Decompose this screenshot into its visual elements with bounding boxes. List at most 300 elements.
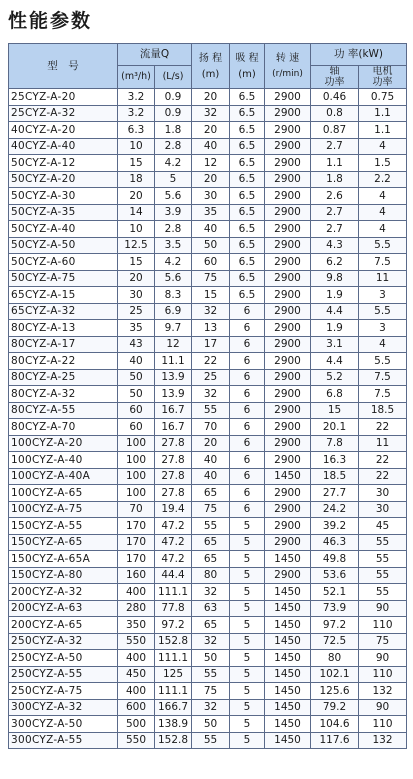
head-cell: 55	[192, 666, 230, 683]
flow-ls-cell: 152.8	[155, 633, 192, 650]
table-row	[9, 683, 407, 700]
speed-cell: 1450	[265, 683, 311, 700]
table-row	[9, 353, 407, 370]
flow-ls-cell: 4.2	[155, 254, 192, 271]
shaft-power-cell: 6.8	[311, 386, 359, 403]
flow-ls-cell: 47.2	[155, 534, 192, 551]
motor-power-cell: 5.5	[359, 353, 407, 370]
head-cell: 65	[192, 534, 230, 551]
model-cell: 25CYZ-A-20	[9, 89, 118, 106]
table-row	[9, 617, 407, 634]
motor-power-cell: 132	[359, 732, 407, 749]
flow-m3h-cell: 100	[118, 468, 155, 485]
motor-power-cell: 90	[359, 699, 407, 716]
table-row	[9, 666, 407, 683]
motor-power-cell: 7.5	[359, 254, 407, 271]
table-row	[9, 237, 407, 254]
shaft-power-cell: 73.9	[311, 600, 359, 617]
shaft-power-cell: 53.6	[311, 567, 359, 584]
table-row	[9, 534, 407, 551]
flow-m3h-cell: 10	[118, 221, 155, 238]
suction-cell: 6.5	[230, 89, 265, 106]
speed-cell: 1450	[265, 716, 311, 733]
flow-m3h-cell: 60	[118, 419, 155, 436]
performance-table	[8, 43, 407, 749]
header-head-label: 扬 程	[198, 52, 223, 64]
flow-ls-cell: 152.8	[155, 732, 192, 749]
shaft-power-cell: 4.3	[311, 237, 359, 254]
suction-cell: 5	[230, 534, 265, 551]
speed-cell: 2900	[265, 138, 311, 155]
head-cell: 65	[192, 485, 230, 502]
model-cell: 100CYZ-A-20	[9, 435, 118, 452]
speed-cell: 1450	[265, 633, 311, 650]
model-cell: 50CYZ-A-12	[9, 155, 118, 172]
head-cell: 65	[192, 551, 230, 568]
flow-m3h-cell: 3.2	[118, 105, 155, 122]
table-row	[9, 89, 407, 106]
model-cell: 100CYZ-A-75	[9, 501, 118, 518]
flow-m3h-cell: 18	[118, 171, 155, 188]
model-cell: 65CYZ-A-15	[9, 287, 118, 304]
table-row	[9, 171, 407, 188]
flow-m3h-cell: 400	[118, 584, 155, 601]
suction-cell: 6.5	[230, 287, 265, 304]
motor-power-cell: 55	[359, 551, 407, 568]
suction-cell: 6.5	[230, 270, 265, 287]
speed-cell: 1450	[265, 699, 311, 716]
flow-m3h-cell: 6.3	[118, 122, 155, 139]
shaft-power-cell: 102.1	[311, 666, 359, 683]
flow-ls-cell: 13.9	[155, 369, 192, 386]
flow-ls-cell: 19.4	[155, 501, 192, 518]
model-cell: 150CYZ-A-55	[9, 518, 118, 535]
motor-power-cell: 11	[359, 435, 407, 452]
model-cell: 50CYZ-A-50	[9, 237, 118, 254]
head-cell: 55	[192, 402, 230, 419]
motor-power-cell: 110	[359, 617, 407, 634]
header-suction	[230, 44, 265, 89]
flow-m3h-cell: 43	[118, 336, 155, 353]
flow-m3h-cell: 170	[118, 518, 155, 535]
table-row	[9, 452, 407, 469]
head-cell: 25	[192, 369, 230, 386]
flow-m3h-cell: 50	[118, 369, 155, 386]
head-cell: 20	[192, 171, 230, 188]
shaft-power-cell: 7.8	[311, 435, 359, 452]
suction-cell: 6	[230, 336, 265, 353]
flow-ls-cell: 0.9	[155, 105, 192, 122]
flow-m3h-cell: 20	[118, 270, 155, 287]
model-cell: 80CYZ-A-25	[9, 369, 118, 386]
table-row	[9, 254, 407, 271]
model-cell: 50CYZ-A-35	[9, 204, 118, 221]
table-row	[9, 221, 407, 238]
motor-power-cell: 55	[359, 567, 407, 584]
head-cell: 35	[192, 204, 230, 221]
flow-ls-cell: 9.7	[155, 320, 192, 337]
shaft-power-cell: 3.1	[311, 336, 359, 353]
head-cell: 22	[192, 353, 230, 370]
model-cell: 40CYZ-A-20	[9, 122, 118, 139]
speed-cell: 2900	[265, 402, 311, 419]
flow-m3h-cell: 20	[118, 188, 155, 205]
head-cell: 55	[192, 518, 230, 535]
speed-cell: 1450	[265, 584, 311, 601]
model-cell: 200CYZ-A-32	[9, 584, 118, 601]
speed-cell: 2900	[265, 485, 311, 502]
model-cell: 80CYZ-A-55	[9, 402, 118, 419]
motor-power-cell: 110	[359, 716, 407, 733]
suction-cell: 5	[230, 699, 265, 716]
table-row	[9, 369, 407, 386]
flow-m3h-cell: 50	[118, 386, 155, 403]
suction-cell: 5	[230, 716, 265, 733]
model-cell: 50CYZ-A-20	[9, 171, 118, 188]
table-row	[9, 633, 407, 650]
flow-m3h-cell: 170	[118, 551, 155, 568]
flow-ls-cell: 27.8	[155, 468, 192, 485]
motor-power-cell: 22	[359, 419, 407, 436]
head-cell: 65	[192, 617, 230, 634]
table-row	[9, 485, 407, 502]
table-row	[9, 320, 407, 337]
flow-ls-cell: 97.2	[155, 617, 192, 634]
head-cell: 20	[192, 89, 230, 106]
motor-power-cell: 3	[359, 287, 407, 304]
header-flow-ls: (L/s)	[155, 66, 192, 89]
model-cell: 150CYZ-A-65	[9, 534, 118, 551]
model-cell: 200CYZ-A-63	[9, 600, 118, 617]
speed-cell: 2900	[265, 534, 311, 551]
table-row	[9, 188, 407, 205]
head-cell: 55	[192, 732, 230, 749]
speed-cell: 2900	[265, 353, 311, 370]
flow-ls-cell: 5.6	[155, 270, 192, 287]
speed-cell: 2900	[265, 386, 311, 403]
motor-power-cell: 0.75	[359, 89, 407, 106]
motor-power-cell: 4	[359, 138, 407, 155]
shaft-power-cell: 79.2	[311, 699, 359, 716]
flow-m3h-cell: 100	[118, 485, 155, 502]
shaft-power-cell: 117.6	[311, 732, 359, 749]
suction-cell: 6.5	[230, 155, 265, 172]
model-cell: 50CYZ-A-40	[9, 221, 118, 238]
flow-ls-cell: 3.5	[155, 237, 192, 254]
head-cell: 75	[192, 270, 230, 287]
motor-power-cell: 3	[359, 320, 407, 337]
model-cell: 50CYZ-A-75	[9, 270, 118, 287]
shaft-power-cell: 46.3	[311, 534, 359, 551]
motor-power-cell: 1.1	[359, 122, 407, 139]
shaft-power-cell: 0.8	[311, 105, 359, 122]
table-row	[9, 699, 407, 716]
speed-cell: 2900	[265, 105, 311, 122]
motor-power-cell: 4	[359, 336, 407, 353]
model-cell: 150CYZ-A-65A	[9, 551, 118, 568]
motor-power-cell: 30	[359, 501, 407, 518]
table-row	[9, 419, 407, 436]
flow-ls-cell: 111.1	[155, 650, 192, 667]
speed-cell: 2900	[265, 122, 311, 139]
model-cell: 150CYZ-A-80	[9, 567, 118, 584]
shaft-power-cell: 1.8	[311, 171, 359, 188]
shaft-power-cell: 16.3	[311, 452, 359, 469]
flow-ls-cell: 11.1	[155, 353, 192, 370]
head-cell: 32	[192, 386, 230, 403]
flow-m3h-cell: 40	[118, 353, 155, 370]
speed-cell: 1450	[265, 617, 311, 634]
suction-cell: 6	[230, 501, 265, 518]
motor-power-cell: 45	[359, 518, 407, 535]
head-cell: 50	[192, 650, 230, 667]
suction-cell: 5	[230, 617, 265, 634]
flow-m3h-cell: 15	[118, 254, 155, 271]
model-cell: 80CYZ-A-32	[9, 386, 118, 403]
model-cell: 100CYZ-A-65	[9, 485, 118, 502]
shaft-power-cell: 2.7	[311, 138, 359, 155]
table-row	[9, 468, 407, 485]
head-cell: 15	[192, 287, 230, 304]
table-row	[9, 138, 407, 155]
header-model: 型 号	[9, 44, 118, 89]
model-cell: 80CYZ-A-17	[9, 336, 118, 353]
header-motor-power-line2: 功率	[372, 77, 393, 88]
head-cell: 75	[192, 501, 230, 518]
speed-cell: 2900	[265, 204, 311, 221]
speed-cell: 1450	[265, 468, 311, 485]
table-row	[9, 402, 407, 419]
speed-cell: 2900	[265, 270, 311, 287]
model-cell: 250CYZ-A-55	[9, 666, 118, 683]
suction-cell: 6.5	[230, 138, 265, 155]
model-cell: 65CYZ-A-32	[9, 303, 118, 320]
table-row	[9, 155, 407, 172]
flow-m3h-cell: 60	[118, 402, 155, 419]
flow-ls-cell: 125	[155, 666, 192, 683]
header-speed-label: 转 速	[275, 52, 300, 64]
header-flow-m3h: (m³/h)	[118, 66, 155, 89]
model-cell: 300CYZ-A-55	[9, 732, 118, 749]
suction-cell: 6.5	[230, 204, 265, 221]
shaft-power-cell: 5.2	[311, 369, 359, 386]
flow-m3h-cell: 170	[118, 534, 155, 551]
header-head	[192, 44, 230, 89]
table-row	[9, 584, 407, 601]
model-cell: 25CYZ-A-32	[9, 105, 118, 122]
suction-cell: 5	[230, 683, 265, 700]
flow-ls-cell: 4.2	[155, 155, 192, 172]
speed-cell: 2900	[265, 369, 311, 386]
motor-power-cell: 75	[359, 633, 407, 650]
table-row	[9, 716, 407, 733]
flow-m3h-cell: 350	[118, 617, 155, 634]
table-body	[9, 89, 407, 749]
model-cell: 80CYZ-A-22	[9, 353, 118, 370]
flow-m3h-cell: 30	[118, 287, 155, 304]
suction-cell: 5	[230, 666, 265, 683]
shaft-power-cell: 1.1	[311, 155, 359, 172]
flow-ls-cell: 47.2	[155, 551, 192, 568]
suction-cell: 6	[230, 353, 265, 370]
suction-cell: 6	[230, 435, 265, 452]
flow-m3h-cell: 10	[118, 138, 155, 155]
model-cell: 50CYZ-A-30	[9, 188, 118, 205]
header-flow: 流量Q	[118, 44, 192, 66]
head-cell: 32	[192, 699, 230, 716]
shaft-power-cell: 80	[311, 650, 359, 667]
speed-cell: 1450	[265, 650, 311, 667]
speed-cell: 2900	[265, 419, 311, 436]
suction-cell: 6	[230, 303, 265, 320]
head-cell: 32	[192, 584, 230, 601]
suction-cell: 6.5	[230, 171, 265, 188]
suction-cell: 6	[230, 386, 265, 403]
flow-m3h-cell: 550	[118, 633, 155, 650]
flow-ls-cell: 6.9	[155, 303, 192, 320]
page-title: 性能参数	[8, 10, 93, 32]
speed-cell: 2900	[265, 237, 311, 254]
flow-m3h-cell: 550	[118, 732, 155, 749]
speed-cell: 2900	[265, 171, 311, 188]
suction-cell: 5	[230, 518, 265, 535]
head-cell: 75	[192, 683, 230, 700]
header-shaft-power	[311, 66, 359, 89]
head-cell: 40	[192, 452, 230, 469]
speed-cell: 1450	[265, 666, 311, 683]
table-row	[9, 336, 407, 353]
suction-cell: 6.5	[230, 105, 265, 122]
speed-cell: 2900	[265, 303, 311, 320]
model-cell: 40CYZ-A-40	[9, 138, 118, 155]
shaft-power-cell: 1.9	[311, 287, 359, 304]
flow-ls-cell: 47.2	[155, 518, 192, 535]
speed-cell: 2900	[265, 221, 311, 238]
shaft-power-cell: 39.2	[311, 518, 359, 535]
flow-m3h-cell: 280	[118, 600, 155, 617]
header-shaft-power-line2: 功率	[324, 77, 345, 88]
model-cell: 200CYZ-A-65	[9, 617, 118, 634]
flow-m3h-cell: 25	[118, 303, 155, 320]
suction-cell: 6	[230, 485, 265, 502]
head-cell: 13	[192, 320, 230, 337]
flow-ls-cell: 2.8	[155, 221, 192, 238]
shaft-power-cell: 20.1	[311, 419, 359, 436]
table-row	[9, 105, 407, 122]
speed-cell: 2900	[265, 287, 311, 304]
table-row	[9, 551, 407, 568]
flow-m3h-cell: 15	[118, 155, 155, 172]
flow-ls-cell: 166.7	[155, 699, 192, 716]
motor-power-cell: 5.5	[359, 237, 407, 254]
table-row	[9, 567, 407, 584]
head-cell: 40	[192, 138, 230, 155]
shaft-power-cell: 72.5	[311, 633, 359, 650]
model-cell: 250CYZ-A-32	[9, 633, 118, 650]
suction-cell: 6.5	[230, 254, 265, 271]
header-suction-unit: (m)	[238, 68, 256, 80]
suction-cell: 6	[230, 468, 265, 485]
speed-cell: 2900	[265, 254, 311, 271]
flow-ls-cell: 12	[155, 336, 192, 353]
header-speed	[265, 44, 311, 89]
model-cell: 300CYZ-A-32	[9, 699, 118, 716]
head-cell: 17	[192, 336, 230, 353]
header-head-unit: (m)	[201, 68, 220, 80]
motor-power-cell: 2.2	[359, 171, 407, 188]
speed-cell: 2900	[265, 320, 311, 337]
flow-m3h-cell: 500	[118, 716, 155, 733]
motor-power-cell: 22	[359, 468, 407, 485]
model-cell: 300CYZ-A-50	[9, 716, 118, 733]
model-cell: 50CYZ-A-60	[9, 254, 118, 271]
flow-ls-cell: 138.9	[155, 716, 192, 733]
model-cell: 100CYZ-A-40A	[9, 468, 118, 485]
flow-ls-cell: 27.8	[155, 485, 192, 502]
shaft-power-cell: 27.7	[311, 485, 359, 502]
head-cell: 50	[192, 716, 230, 733]
motor-power-cell: 132	[359, 683, 407, 700]
motor-power-cell: 110	[359, 666, 407, 683]
flow-m3h-cell: 100	[118, 452, 155, 469]
table-row	[9, 732, 407, 749]
model-cell: 80CYZ-A-70	[9, 419, 118, 436]
shaft-power-cell: 2.6	[311, 188, 359, 205]
shaft-power-cell: 97.2	[311, 617, 359, 634]
motor-power-cell: 55	[359, 534, 407, 551]
flow-m3h-cell: 450	[118, 666, 155, 683]
flow-ls-cell: 44.4	[155, 567, 192, 584]
head-cell: 50	[192, 237, 230, 254]
flow-m3h-cell: 35	[118, 320, 155, 337]
header-shaft-power-line1: 轴	[329, 66, 340, 77]
flow-m3h-cell: 70	[118, 501, 155, 518]
shaft-power-cell: 24.2	[311, 501, 359, 518]
flow-m3h-cell: 400	[118, 683, 155, 700]
table-row	[9, 435, 407, 452]
motor-power-cell: 18.5	[359, 402, 407, 419]
flow-ls-cell: 13.9	[155, 386, 192, 403]
speed-cell: 1450	[265, 732, 311, 749]
head-cell: 32	[192, 303, 230, 320]
header-motor-power	[359, 66, 407, 89]
flow-ls-cell: 16.7	[155, 402, 192, 419]
shaft-power-cell: 2.7	[311, 204, 359, 221]
shaft-power-cell: 2.7	[311, 221, 359, 238]
motor-power-cell: 90	[359, 650, 407, 667]
flow-ls-cell: 5.6	[155, 188, 192, 205]
head-cell: 32	[192, 105, 230, 122]
speed-cell: 1450	[265, 551, 311, 568]
shaft-power-cell: 0.46	[311, 89, 359, 106]
flow-ls-cell: 2.8	[155, 138, 192, 155]
suction-cell: 5	[230, 633, 265, 650]
shaft-power-cell: 1.9	[311, 320, 359, 337]
speed-cell: 2900	[265, 155, 311, 172]
shaft-power-cell: 0.87	[311, 122, 359, 139]
table-row	[9, 270, 407, 287]
suction-cell: 6.5	[230, 188, 265, 205]
flow-m3h-cell: 600	[118, 699, 155, 716]
motor-power-cell: 11	[359, 270, 407, 287]
flow-ls-cell: 1.8	[155, 122, 192, 139]
flow-m3h-cell: 160	[118, 567, 155, 584]
motor-power-cell: 1.5	[359, 155, 407, 172]
suction-cell: 5	[230, 600, 265, 617]
head-cell: 80	[192, 567, 230, 584]
flow-m3h-cell: 100	[118, 435, 155, 452]
head-cell: 63	[192, 600, 230, 617]
